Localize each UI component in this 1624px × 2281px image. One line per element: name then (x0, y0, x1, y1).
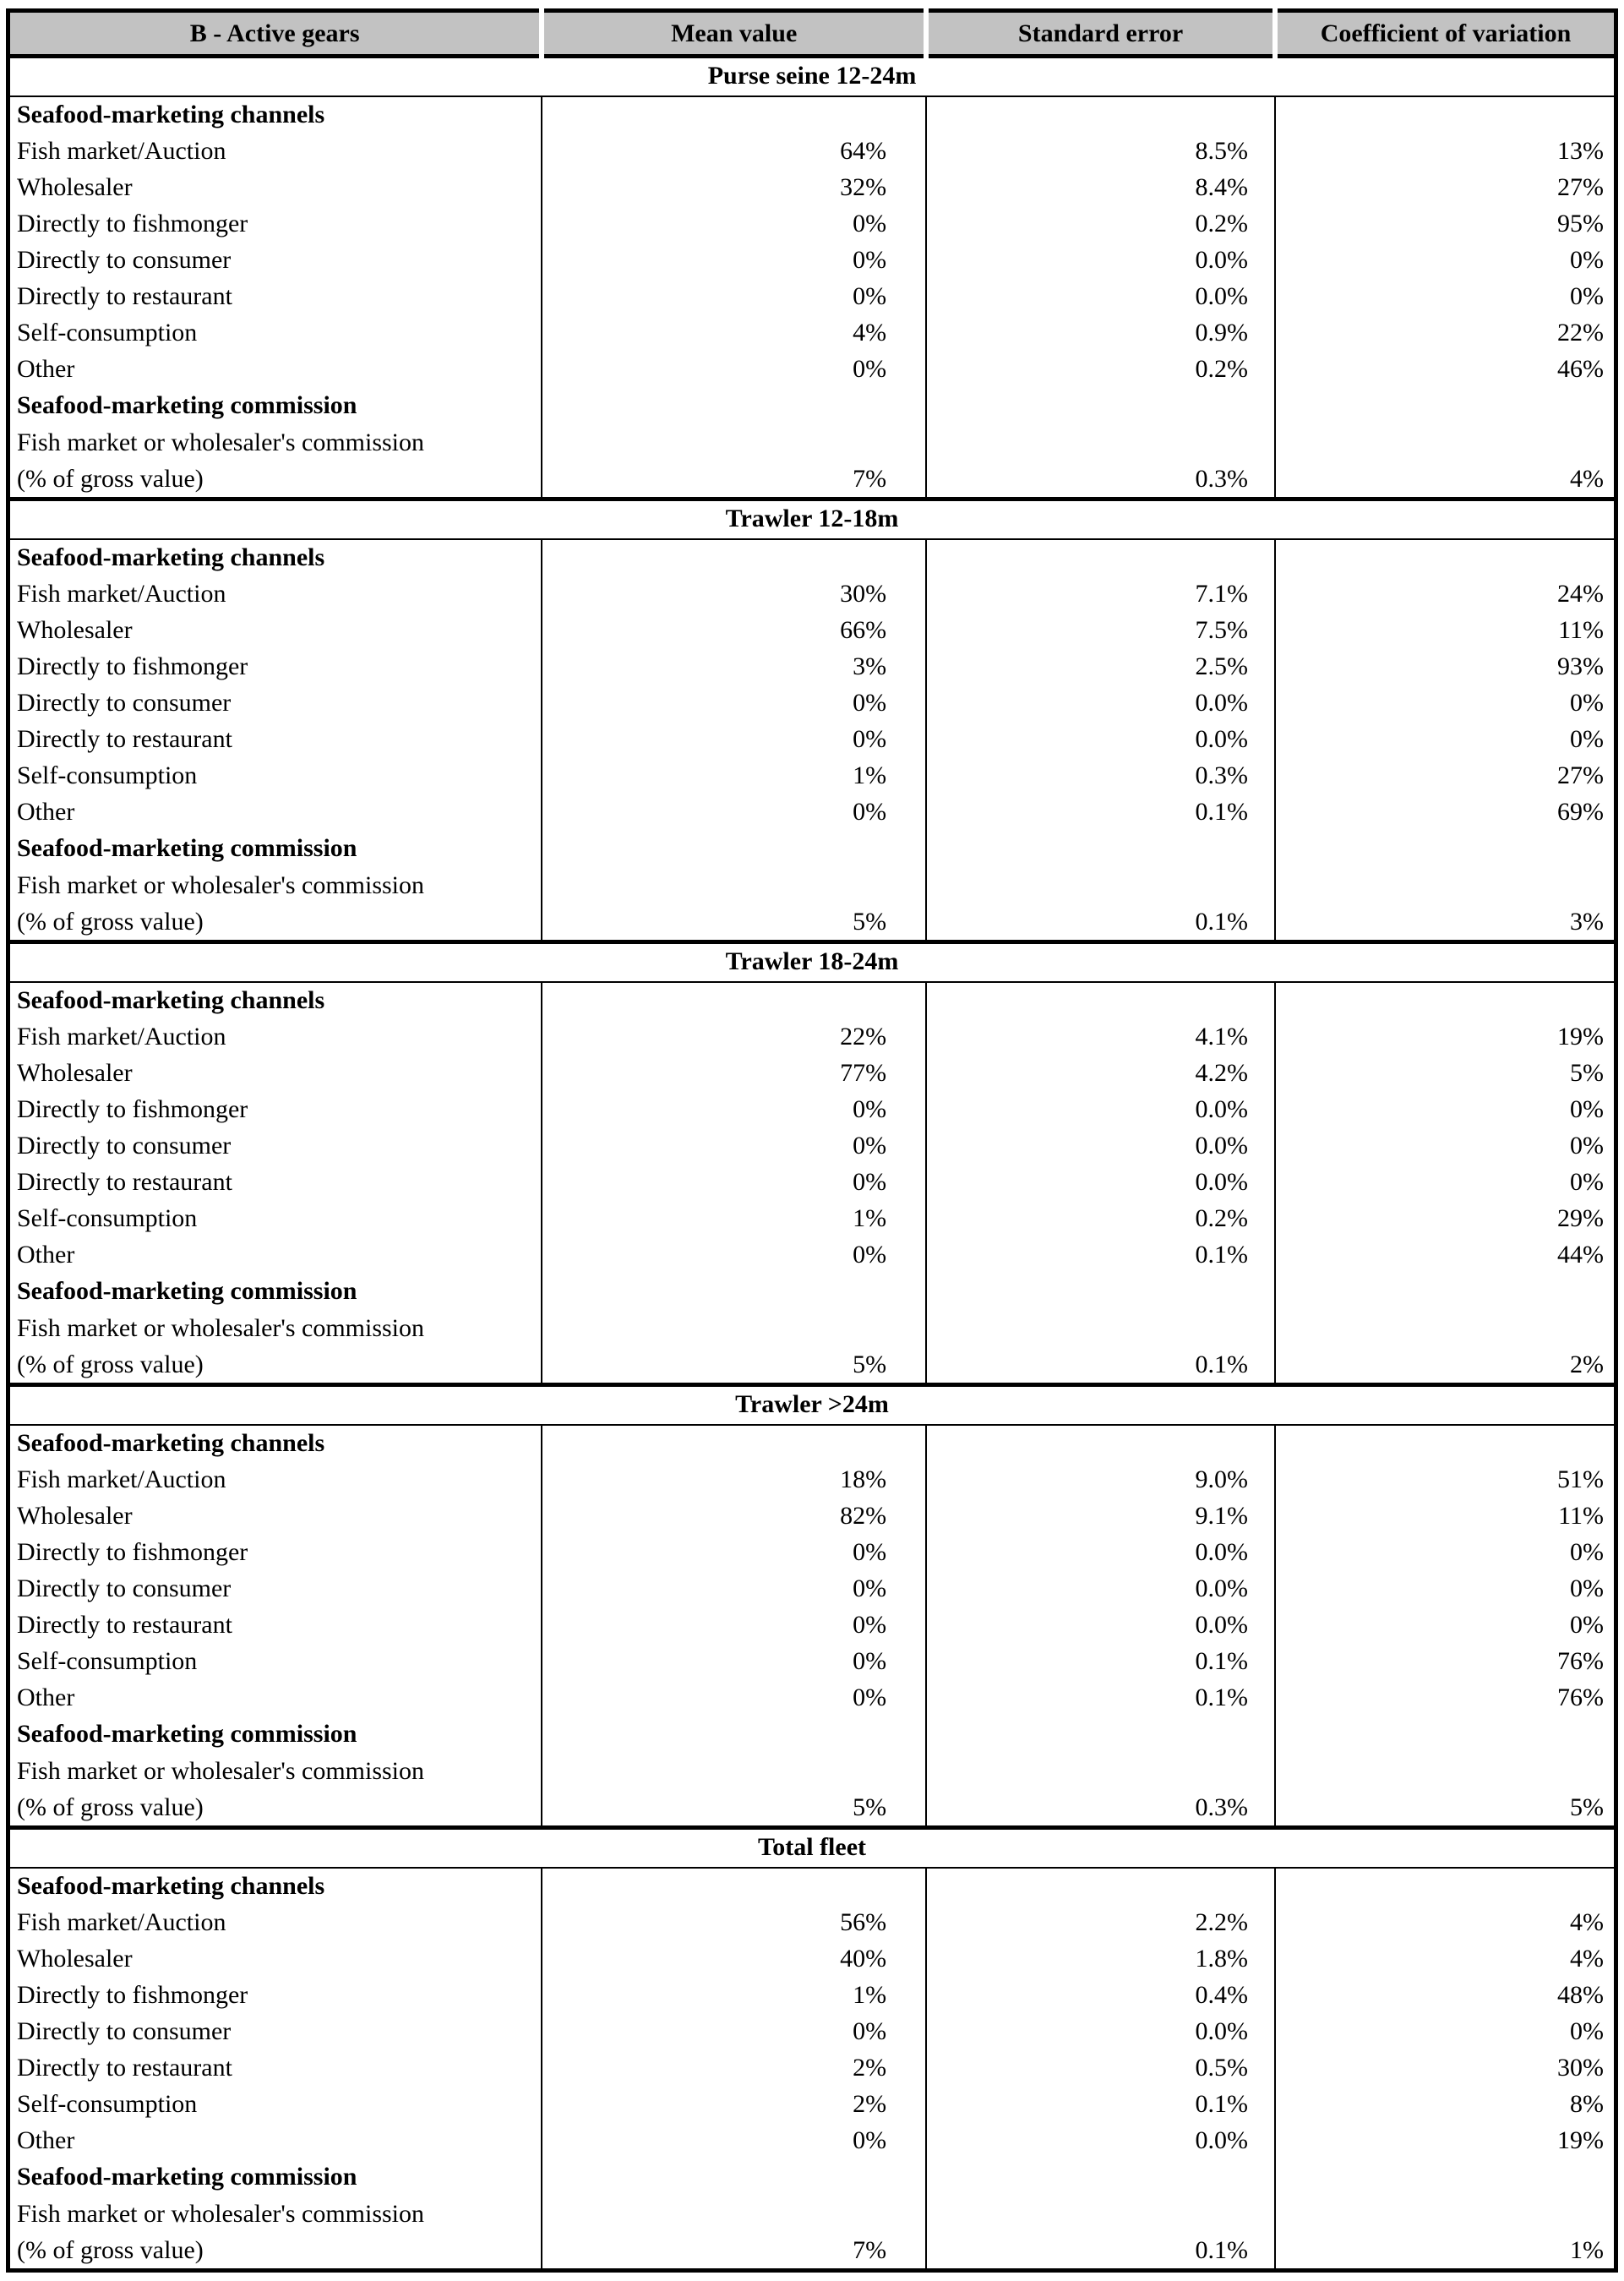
table-row (8, 1056, 1616, 1092)
empty-value-cell (1275, 388, 1616, 424)
coefficient-of-variation-cell: 29% (1275, 1201, 1616, 1237)
row-label: Fish market/Auction (17, 1023, 226, 1050)
mean-value-cell: 5% (542, 867, 926, 942)
coefficient-of-variation-cell: 3% (1275, 867, 1616, 942)
section-title-row (8, 1828, 1616, 1869)
mean-value-cell: 0% (542, 1165, 926, 1201)
row-label: Other (17, 1241, 75, 1269)
table-row (8, 613, 1616, 649)
mean-value-cell: 56% (542, 1905, 926, 1941)
table-row (8, 576, 1616, 613)
coefficient-of-variation-cell: 1% (1275, 2196, 1616, 2271)
coefficient-of-variation-cell: 4% (1275, 1905, 1616, 1941)
empty-value-cell (1275, 982, 1616, 1019)
row-label: Wholesaler (17, 1502, 133, 1530)
empty-value-cell (542, 539, 926, 576)
standard-error-cell: 0.0% (926, 1128, 1275, 1165)
table-row (8, 867, 1616, 942)
coefficient-of-variation-cell: 4% (1275, 1941, 1616, 1978)
group-header-row (8, 388, 1616, 424)
table-row (8, 1201, 1616, 1237)
empty-value-cell (542, 1716, 926, 1753)
empty-value-cell (542, 2159, 926, 2196)
coefficient-of-variation-cell: 0% (1275, 1165, 1616, 1201)
row-label (8, 1753, 542, 1828)
row-label: Directly to restaurant (17, 725, 232, 753)
group-header-label: Seafood-marketing commission (17, 1277, 357, 1305)
group-header-label: Seafood-marketing commission (17, 1720, 357, 1748)
row-label: Other (17, 798, 75, 826)
row-label: Directly to restaurant (17, 282, 232, 310)
row-label: Other (17, 1683, 75, 1711)
mean-value-cell: 0% (542, 279, 926, 315)
coefficient-of-variation-cell: 30% (1275, 2050, 1616, 2087)
row-label: Self-consumption (17, 1204, 198, 1232)
row-label: Directly to consumer (17, 1574, 232, 1602)
mean-value-cell: 0% (542, 1680, 926, 1716)
mean-value-cell: 0% (542, 352, 926, 388)
coefficient-of-variation-cell: 76% (1275, 1644, 1616, 1680)
mean-value-cell: 0% (542, 1092, 926, 1128)
empty-value-cell (926, 96, 1275, 134)
table-row (8, 1607, 1616, 1644)
mean-value-cell: 0% (542, 685, 926, 722)
mean-value-cell: 0% (542, 1128, 926, 1165)
row-label: Wholesaler (17, 616, 133, 644)
row-label: Self-consumption (17, 2090, 198, 2118)
mean-value-cell: 0% (542, 1237, 926, 1274)
coefficient-of-variation-cell: 2% (1275, 1310, 1616, 1385)
standard-error-cell: 1.8% (926, 1941, 1275, 1978)
standard-error-cell: 0.0% (926, 1571, 1275, 1607)
section-title: Trawler >24m (8, 1385, 1616, 1426)
mean-value-cell: 77% (542, 1056, 926, 1092)
group-header-label: Seafood-marketing commission (17, 391, 357, 419)
table-row (8, 2050, 1616, 2087)
row-label-line-2: (% of gross value) (17, 2236, 204, 2264)
empty-value-cell (1275, 1274, 1616, 1310)
coefficient-of-variation-cell: 19% (1275, 2123, 1616, 2159)
row-label: Directly to consumer (17, 689, 232, 717)
standard-error-cell: 0.2% (926, 352, 1275, 388)
standard-error-cell: 0.5% (926, 2050, 1275, 2087)
table-row (8, 722, 1616, 758)
standard-error-cell: 4.1% (926, 1019, 1275, 1056)
standard-error-cell: 0.1% (926, 1680, 1275, 1716)
standard-error-cell: 0.3% (926, 424, 1275, 499)
table-header (8, 11, 1616, 57)
row-label: Wholesaler (17, 173, 133, 201)
mean-value-cell: 2% (542, 2050, 926, 2087)
table-row (8, 685, 1616, 722)
coefficient-of-variation-cell: 0% (1275, 243, 1616, 279)
standard-error-cell: 0.0% (926, 279, 1275, 315)
coefficient-of-variation-cell: 0% (1275, 1607, 1616, 1644)
mean-value-cell: 0% (542, 1607, 926, 1644)
coefficient-of-variation-cell: 5% (1275, 1753, 1616, 1828)
table-row (8, 1941, 1616, 1978)
coefficient-of-variation-cell: 0% (1275, 722, 1616, 758)
coefficient-of-variation-cell: 8% (1275, 2087, 1616, 2123)
row-label-line-2: (% of gross value) (17, 1351, 204, 1378)
empty-value-cell (542, 1868, 926, 1905)
empty-value-cell (926, 1716, 1275, 1753)
coefficient-of-variation-cell: 48% (1275, 1978, 1616, 2014)
mean-value-cell: 0% (542, 2123, 926, 2159)
standard-error-cell: 0.3% (926, 1753, 1275, 1828)
empty-value-cell (542, 96, 926, 134)
group-header-label: Seafood-marketing channels (17, 986, 325, 1014)
coefficient-of-variation-cell: 44% (1275, 1237, 1616, 1274)
row-label (8, 424, 542, 499)
empty-value-cell (542, 1274, 926, 1310)
mean-value-cell: 82% (542, 1498, 926, 1535)
standard-error-cell: 0.1% (926, 2087, 1275, 2123)
coefficient-of-variation-cell: 27% (1275, 758, 1616, 794)
table-row (8, 2196, 1616, 2271)
row-label-line-2: (% of gross value) (17, 1793, 204, 1821)
table-row (8, 1571, 1616, 1607)
empty-value-cell (926, 982, 1275, 1019)
row-label: Self-consumption (17, 319, 198, 347)
standard-error-cell: 0.3% (926, 758, 1275, 794)
coefficient-of-variation-cell: 0% (1275, 685, 1616, 722)
empty-value-cell (1275, 1716, 1616, 1753)
mean-value-cell: 7% (542, 2196, 926, 2271)
standard-error-cell: 0.1% (926, 2196, 1275, 2271)
mean-value-cell: 5% (542, 1310, 926, 1385)
group-header-row (8, 1868, 1616, 1905)
table-row (8, 1128, 1616, 1165)
standard-error-cell: 0.1% (926, 1644, 1275, 1680)
row-label: Directly to fishmonger (17, 1538, 248, 1566)
row-label (8, 2196, 542, 2271)
table-row (8, 1753, 1616, 1828)
table-row (8, 243, 1616, 279)
table-row (8, 2014, 1616, 2050)
table-row (8, 134, 1616, 170)
table-row (8, 1092, 1616, 1128)
empty-value-cell (926, 831, 1275, 867)
group-header-row (8, 982, 1616, 1019)
mean-value-cell: 64% (542, 134, 926, 170)
mean-value-cell: 22% (542, 1019, 926, 1056)
group-header-row (8, 1274, 1616, 1310)
coefficient-of-variation-cell: 0% (1275, 1571, 1616, 1607)
row-label: Directly to fishmonger (17, 1095, 248, 1123)
group-header-row (8, 1716, 1616, 1753)
table-row (8, 1535, 1616, 1571)
standard-error-cell: 0.1% (926, 794, 1275, 831)
standard-error-cell: 0.0% (926, 1535, 1275, 1571)
row-label: Directly to restaurant (17, 2054, 232, 2082)
empty-value-cell (542, 388, 926, 424)
group-header-label: Seafood-marketing channels (17, 1872, 325, 1900)
table-row (8, 206, 1616, 243)
standard-error-cell: 7.5% (926, 613, 1275, 649)
table-row (8, 1310, 1616, 1385)
standard-error-cell: 0.0% (926, 2123, 1275, 2159)
coefficient-of-variation-cell: 0% (1275, 1128, 1616, 1165)
coefficient-of-variation-cell: 11% (1275, 613, 1616, 649)
standard-error-cell: 0.0% (926, 2014, 1275, 2050)
empty-value-cell (1275, 2159, 1616, 2196)
mean-value-cell: 3% (542, 649, 926, 685)
table-row (8, 1680, 1616, 1716)
col-header-mean-value: Mean value (542, 11, 926, 57)
row-label (8, 867, 542, 942)
table-row (8, 1498, 1616, 1535)
group-header-label: Seafood-marketing commission (17, 2163, 357, 2191)
standard-error-cell: 2.5% (926, 649, 1275, 685)
empty-value-cell (1275, 831, 1616, 867)
mean-value-cell: 0% (542, 722, 926, 758)
row-label: Directly to restaurant (17, 1611, 232, 1639)
group-header-row (8, 1425, 1616, 1462)
coefficient-of-variation-cell: 19% (1275, 1019, 1616, 1056)
mean-value-cell: 0% (542, 206, 926, 243)
table-row (8, 424, 1616, 499)
empty-value-cell (542, 982, 926, 1019)
row-label: Self-consumption (17, 1647, 198, 1675)
table-row (8, 1462, 1616, 1498)
standard-error-cell: 9.1% (926, 1498, 1275, 1535)
mean-value-cell: 40% (542, 1941, 926, 1978)
group-header-label: Seafood-marketing channels (17, 101, 325, 128)
empty-value-cell (926, 388, 1275, 424)
mean-value-cell: 7% (542, 424, 926, 499)
row-label-line-1: Fish market or wholesaler's commission (17, 428, 425, 456)
section-title-row (8, 57, 1616, 97)
standard-error-cell: 0.2% (926, 206, 1275, 243)
table-row (8, 1165, 1616, 1201)
mean-value-cell: 0% (542, 2014, 926, 2050)
section-title-row (8, 1385, 1616, 1426)
table-row (8, 1978, 1616, 2014)
coefficient-of-variation-cell: 95% (1275, 206, 1616, 243)
table-row (8, 2123, 1616, 2159)
row-label (8, 1310, 542, 1385)
section-title: Total fleet (8, 1828, 1616, 1869)
row-label: Self-consumption (17, 761, 198, 789)
coefficient-of-variation-cell: 24% (1275, 576, 1616, 613)
table-row (8, 1237, 1616, 1274)
table-row (8, 170, 1616, 206)
table-row (8, 352, 1616, 388)
empty-value-cell (926, 539, 1275, 576)
standard-error-cell: 0.0% (926, 685, 1275, 722)
coefficient-of-variation-cell: 0% (1275, 1535, 1616, 1571)
row-label: Fish market/Auction (17, 580, 226, 608)
standard-error-cell: 0.4% (926, 1978, 1275, 2014)
mean-value-cell: 5% (542, 1753, 926, 1828)
section-title-row (8, 942, 1616, 983)
empty-value-cell (542, 1425, 926, 1462)
standard-error-cell: 2.2% (926, 1905, 1275, 1941)
row-label: Wholesaler (17, 1059, 133, 1087)
table-row (8, 794, 1616, 831)
row-label: Directly to fishmonger (17, 210, 248, 237)
col-header-standard-error: Standard error (926, 11, 1275, 57)
standard-error-cell: 0.1% (926, 867, 1275, 942)
coefficient-of-variation-cell: 76% (1275, 1680, 1616, 1716)
row-label-line-2: (% of gross value) (17, 465, 204, 493)
active-gears-table (6, 8, 1618, 2273)
coefficient-of-variation-cell: 22% (1275, 315, 1616, 352)
mean-value-cell: 18% (542, 1462, 926, 1498)
row-label-line-1: Fish market or wholesaler's commission (17, 1757, 425, 1785)
empty-value-cell (1275, 1868, 1616, 1905)
header-row (8, 11, 1616, 57)
row-label-line-1: Fish market or wholesaler's commission (17, 1314, 425, 1342)
coefficient-of-variation-cell: 51% (1275, 1462, 1616, 1498)
row-label: Directly to restaurant (17, 1168, 232, 1196)
group-header-label: Seafood-marketing channels (17, 543, 325, 571)
mean-value-cell: 0% (542, 1571, 926, 1607)
standard-error-cell: 0.2% (926, 1201, 1275, 1237)
row-label: Directly to consumer (17, 1132, 232, 1160)
standard-error-cell: 0.0% (926, 722, 1275, 758)
mean-value-cell: 0% (542, 243, 926, 279)
standard-error-cell: 0.9% (926, 315, 1275, 352)
row-label: Fish market/Auction (17, 1465, 226, 1493)
standard-error-cell: 8.5% (926, 134, 1275, 170)
row-label: Directly to fishmonger (17, 1981, 248, 2009)
mean-value-cell: 4% (542, 315, 926, 352)
standard-error-cell: 0.0% (926, 1092, 1275, 1128)
table-row (8, 2087, 1616, 2123)
mean-value-cell: 0% (542, 794, 926, 831)
table-row (8, 1644, 1616, 1680)
coefficient-of-variation-cell: 69% (1275, 794, 1616, 831)
coefficient-of-variation-cell: 0% (1275, 279, 1616, 315)
table-row (8, 649, 1616, 685)
col-header-coefficient-of-variation: Coefficient of variation (1275, 11, 1616, 57)
coefficient-of-variation-cell: 27% (1275, 170, 1616, 206)
standard-error-cell: 0.0% (926, 243, 1275, 279)
empty-value-cell (926, 2159, 1275, 2196)
empty-value-cell (926, 1868, 1275, 1905)
mean-value-cell: 66% (542, 613, 926, 649)
section-title: Purse seine 12-24m (8, 57, 1616, 97)
standard-error-cell: 0.1% (926, 1237, 1275, 1274)
empty-value-cell (926, 1274, 1275, 1310)
table-row (8, 279, 1616, 315)
mean-value-cell: 30% (542, 576, 926, 613)
mean-value-cell: 32% (542, 170, 926, 206)
group-header-row (8, 831, 1616, 867)
coefficient-of-variation-cell: 93% (1275, 649, 1616, 685)
mean-value-cell: 0% (542, 1535, 926, 1571)
row-label-line-1: Fish market or wholesaler's commission (17, 871, 425, 899)
mean-value-cell: 1% (542, 758, 926, 794)
section-title: Trawler 18-24m (8, 942, 1616, 983)
section-title: Trawler 12-18m (8, 499, 1616, 540)
mean-value-cell: 2% (542, 2087, 926, 2123)
table-row (8, 315, 1616, 352)
col-header-active-gears: B - Active gears (8, 11, 542, 57)
standard-error-cell: 7.1% (926, 576, 1275, 613)
group-header-row (8, 2159, 1616, 2196)
table-row (8, 1905, 1616, 1941)
row-label: Directly to fishmonger (17, 652, 248, 680)
coefficient-of-variation-cell: 0% (1275, 2014, 1616, 2050)
empty-value-cell (1275, 539, 1616, 576)
coefficient-of-variation-cell: 0% (1275, 1092, 1616, 1128)
group-header-label: Seafood-marketing commission (17, 834, 357, 862)
row-label: Other (17, 2126, 75, 2154)
mean-value-cell: 1% (542, 1978, 926, 2014)
empty-value-cell (542, 831, 926, 867)
table-row (8, 758, 1616, 794)
row-label: Fish market/Auction (17, 1908, 226, 1936)
row-label: Other (17, 355, 75, 383)
coefficient-of-variation-cell: 11% (1275, 1498, 1616, 1535)
standard-error-cell: 9.0% (926, 1462, 1275, 1498)
coefficient-of-variation-cell: 13% (1275, 134, 1616, 170)
standard-error-cell: 0.1% (926, 1310, 1275, 1385)
standard-error-cell: 4.2% (926, 1056, 1275, 1092)
empty-value-cell (1275, 96, 1616, 134)
row-label-line-1: Fish market or wholesaler's commission (17, 2200, 425, 2228)
group-header-label: Seafood-marketing channels (17, 1429, 325, 1457)
group-header-row (8, 96, 1616, 134)
coefficient-of-variation-cell: 4% (1275, 424, 1616, 499)
section-title-row (8, 499, 1616, 540)
empty-value-cell (926, 1425, 1275, 1462)
standard-error-cell: 8.4% (926, 170, 1275, 206)
standard-error-cell: 0.0% (926, 1165, 1275, 1201)
coefficient-of-variation-cell: 5% (1275, 1056, 1616, 1092)
row-label: Wholesaler (17, 1945, 133, 1973)
mean-value-cell: 0% (542, 1644, 926, 1680)
row-label: Directly to consumer (17, 246, 232, 274)
empty-value-cell (1275, 1425, 1616, 1462)
row-label: Fish market/Auction (17, 137, 226, 165)
table-row (8, 1019, 1616, 1056)
mean-value-cell: 1% (542, 1201, 926, 1237)
row-label: Directly to consumer (17, 2017, 232, 2045)
row-label-line-2: (% of gross value) (17, 908, 204, 936)
standard-error-cell: 0.0% (926, 1607, 1275, 1644)
coefficient-of-variation-cell: 46% (1275, 352, 1616, 388)
group-header-row (8, 539, 1616, 576)
table-body (8, 57, 1616, 2271)
